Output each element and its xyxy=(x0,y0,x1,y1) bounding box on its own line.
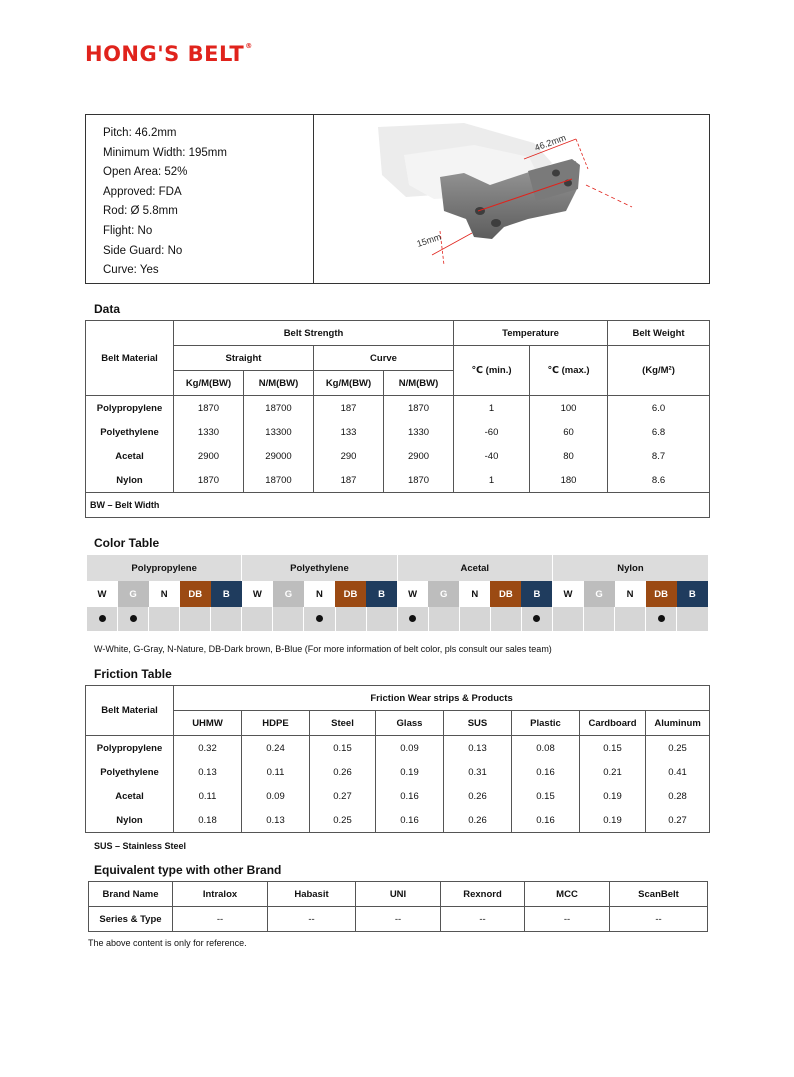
value-cell: 0.09 xyxy=(242,784,310,808)
color-availability-row xyxy=(87,607,709,631)
value-cell: 29000 xyxy=(244,444,314,468)
header-brand-name: Brand Name xyxy=(89,882,173,907)
value-cell: 187 xyxy=(314,396,384,421)
value-cell: 0.31 xyxy=(444,760,512,784)
dim-pitch-label: 46.2mm xyxy=(533,132,568,153)
color-availability-cell xyxy=(584,607,615,631)
color-availability-cell xyxy=(118,607,149,631)
color-availability-cell xyxy=(428,607,459,631)
bw-note: BW – Belt Width xyxy=(86,493,710,518)
color-code-b: B xyxy=(211,581,242,607)
belt-image xyxy=(314,115,709,283)
value-cell: 0.16 xyxy=(376,808,444,833)
value-cell: 8.7 xyxy=(608,444,710,468)
color-code-db: DB xyxy=(180,581,211,607)
brand-cell: Rexnord xyxy=(441,882,525,907)
color-code-row xyxy=(87,581,709,607)
color-availability-cell xyxy=(335,607,366,631)
header-aluminum: Aluminum xyxy=(646,711,710,736)
value-cell: 0.26 xyxy=(444,784,512,808)
value-cell: 2900 xyxy=(174,444,244,468)
header-unit: N/M(BW) xyxy=(384,371,454,396)
brand-logo: HONG'S BELT® xyxy=(85,42,253,66)
table-row xyxy=(86,396,710,421)
value-cell: 1870 xyxy=(384,468,454,493)
available-dot xyxy=(99,615,106,622)
value-cell: 0.11 xyxy=(242,760,310,784)
value-cell: 0.27 xyxy=(310,784,376,808)
table-row xyxy=(86,420,710,444)
material-cell: Acetal xyxy=(86,444,174,468)
table-row xyxy=(86,784,710,808)
brand-cell: Intralox xyxy=(173,882,268,907)
series-cell: -- xyxy=(356,907,441,932)
header-straight: Straight xyxy=(174,346,314,371)
color-availability-cell xyxy=(87,607,118,631)
value-cell: 133 xyxy=(314,420,384,444)
value-cell: -60 xyxy=(454,420,530,444)
color-code-g: G xyxy=(273,581,304,607)
color-code-db: DB xyxy=(335,581,366,607)
header-plastic: Plastic xyxy=(512,711,580,736)
value-cell: 0.25 xyxy=(646,736,710,761)
value-cell: 1 xyxy=(454,468,530,493)
color-code-g: G xyxy=(428,581,459,607)
header-unit: Kg/M(BW) xyxy=(314,371,384,396)
value-cell: 0.13 xyxy=(174,760,242,784)
belt-illustration xyxy=(314,115,709,283)
color-availability-cell xyxy=(677,607,708,631)
header-belt-material: Belt Material xyxy=(86,686,174,736)
color-table-title: Color Table xyxy=(94,536,160,550)
value-cell: 0.28 xyxy=(646,784,710,808)
header-uhmw: UHMW xyxy=(174,711,242,736)
table-row xyxy=(86,468,710,493)
color-availability-cell xyxy=(273,607,304,631)
value-cell: 13300 xyxy=(244,420,314,444)
value-cell: 180 xyxy=(530,468,608,493)
color-code-db: DB xyxy=(646,581,677,607)
available-dot xyxy=(658,615,665,622)
color-availability-cell xyxy=(304,607,335,631)
color-code-w: W xyxy=(242,581,273,607)
value-cell: 0.19 xyxy=(580,808,646,833)
table-row xyxy=(86,808,710,833)
header-series-type: Series & Type xyxy=(89,907,173,932)
color-code-b: B xyxy=(521,581,552,607)
header-curve: Curve xyxy=(314,346,454,371)
value-cell: 0.15 xyxy=(580,736,646,761)
dim-height-label: 15mm xyxy=(415,231,443,249)
color-material-header: Polyethylene xyxy=(242,555,397,581)
value-cell: 0.26 xyxy=(444,808,512,833)
color-code-b: B xyxy=(677,581,708,607)
value-cell: 1870 xyxy=(174,468,244,493)
available-dot xyxy=(130,615,137,622)
color-code-g: G xyxy=(584,581,615,607)
color-code-db: DB xyxy=(490,581,521,607)
table-row xyxy=(86,444,710,468)
value-cell: 0.09 xyxy=(376,736,444,761)
header-temp-min: ℃ (min.) xyxy=(454,346,530,396)
value-cell: 0.15 xyxy=(512,784,580,808)
color-code-w: W xyxy=(397,581,428,607)
value-cell: 8.6 xyxy=(608,468,710,493)
color-availability-cell xyxy=(242,607,273,631)
series-cell: -- xyxy=(173,907,268,932)
data-table xyxy=(85,320,710,518)
brand-cell: MCC xyxy=(525,882,610,907)
equivalent-brand-table xyxy=(88,881,708,932)
value-cell: 187 xyxy=(314,468,384,493)
color-material-header: Nylon xyxy=(552,555,708,581)
brand-cell: ScanBelt xyxy=(610,882,708,907)
value-cell: 0.16 xyxy=(512,808,580,833)
color-availability-cell xyxy=(459,607,490,631)
color-material-header: Acetal xyxy=(397,555,552,581)
spec-side-guard: Side Guard: No xyxy=(103,244,183,257)
spec-min-width: Minimum Width: 195mm xyxy=(103,146,227,159)
table-row xyxy=(86,736,710,761)
color-availability-cell xyxy=(646,607,677,631)
equivalent-title: Equivalent type with other Brand xyxy=(94,863,282,877)
spec-curve: Curve: Yes xyxy=(103,264,159,277)
color-availability-cell xyxy=(180,607,211,631)
color-code-b: B xyxy=(366,581,397,607)
spec-approved: Approved: FDA xyxy=(103,185,182,198)
spec-list xyxy=(86,115,314,283)
value-cell: 0.11 xyxy=(174,784,242,808)
header-cardboard: Cardboard xyxy=(580,711,646,736)
color-code-w: W xyxy=(87,581,118,607)
footer-note: The above content is only for reference. xyxy=(88,938,247,948)
material-cell: Polypropylene xyxy=(86,396,174,421)
color-code-w: W xyxy=(552,581,583,607)
value-cell: 0.32 xyxy=(174,736,242,761)
value-cell: 0.21 xyxy=(580,760,646,784)
value-cell: 0.19 xyxy=(376,760,444,784)
series-cell: -- xyxy=(525,907,610,932)
spec-box xyxy=(85,114,710,284)
value-cell: 0.08 xyxy=(512,736,580,761)
value-cell: 0.27 xyxy=(646,808,710,833)
material-cell: Nylon xyxy=(86,468,174,493)
spec-pitch: Pitch: 46.2mm xyxy=(103,127,177,139)
available-dot xyxy=(533,615,540,622)
color-availability-cell xyxy=(366,607,397,631)
table-row xyxy=(86,760,710,784)
value-cell: 60 xyxy=(530,420,608,444)
header-temperature: Temperature xyxy=(454,321,608,346)
series-cell: -- xyxy=(441,907,525,932)
value-cell: 1330 xyxy=(384,420,454,444)
color-code-g: G xyxy=(118,581,149,607)
header-hdpe: HDPE xyxy=(242,711,310,736)
data-title: Data xyxy=(94,302,121,316)
value-cell: 0.15 xyxy=(310,736,376,761)
header-glass: Glass xyxy=(376,711,444,736)
brand-cell: UNI xyxy=(356,882,441,907)
available-dot xyxy=(409,615,416,622)
value-cell: 0.19 xyxy=(580,784,646,808)
value-cell: 290 xyxy=(314,444,384,468)
value-cell: 18700 xyxy=(244,468,314,493)
header-steel: Steel xyxy=(310,711,376,736)
value-cell: 0.16 xyxy=(376,784,444,808)
spec-flight: Flight: No xyxy=(103,224,153,237)
color-code-n: N xyxy=(304,581,335,607)
friction-table-title: Friction Table xyxy=(94,667,172,681)
color-code-n: N xyxy=(149,581,180,607)
color-availability-cell xyxy=(149,607,180,631)
value-cell: 80 xyxy=(530,444,608,468)
color-material-header: Polypropylene xyxy=(87,555,242,581)
value-cell: 100 xyxy=(530,396,608,421)
value-cell: 6.8 xyxy=(608,420,710,444)
value-cell: 1 xyxy=(454,396,530,421)
color-legend: W-White, G-Gray, N-Nature, DB-Dark brown, B-Blue (For more information of belt color, pls consult our sales team) xyxy=(94,644,552,654)
value-cell: 0.13 xyxy=(242,808,310,833)
header-sus: SUS xyxy=(444,711,512,736)
value-cell: -40 xyxy=(454,444,530,468)
color-availability-cell xyxy=(490,607,521,631)
color-availability-cell xyxy=(615,607,646,631)
value-cell: 1870 xyxy=(384,396,454,421)
value-cell: 0.16 xyxy=(512,760,580,784)
header-belt-strength: Belt Strength xyxy=(174,321,454,346)
value-cell: 0.26 xyxy=(310,760,376,784)
material-cell: Polypropylene xyxy=(86,736,174,761)
sus-note: SUS – Stainless Steel xyxy=(94,841,187,851)
value-cell: 0.18 xyxy=(174,808,242,833)
header-belt-weight: Belt Weight xyxy=(608,321,710,346)
header-friction-group: Friction Wear strips & Products xyxy=(174,686,710,711)
spec-rod: Rod: Ø 5.8mm xyxy=(103,205,178,218)
value-cell: 0.41 xyxy=(646,760,710,784)
material-cell: Polyethylene xyxy=(86,760,174,784)
header-unit: N/M(BW) xyxy=(244,371,314,396)
value-cell: 1870 xyxy=(174,396,244,421)
header-temp-max: ℃ (max.) xyxy=(530,346,608,396)
material-cell: Polyethylene xyxy=(86,420,174,444)
color-table xyxy=(86,555,708,631)
color-code-n: N xyxy=(615,581,646,607)
header-weight-unit: (Kg/M²) xyxy=(608,346,710,396)
color-availability-cell xyxy=(552,607,583,631)
material-cell: Nylon xyxy=(86,808,174,833)
series-cell: -- xyxy=(268,907,356,932)
available-dot xyxy=(316,615,323,622)
value-cell: 2900 xyxy=(384,444,454,468)
material-cell: Acetal xyxy=(86,784,174,808)
friction-table xyxy=(85,685,710,833)
color-availability-cell xyxy=(521,607,552,631)
header-unit: Kg/M(BW) xyxy=(174,371,244,396)
value-cell: 0.24 xyxy=(242,736,310,761)
series-cell: -- xyxy=(610,907,708,932)
color-code-n: N xyxy=(459,581,490,607)
value-cell: 6.0 xyxy=(608,396,710,421)
value-cell: 18700 xyxy=(244,396,314,421)
color-availability-cell xyxy=(397,607,428,631)
value-cell: 1330 xyxy=(174,420,244,444)
value-cell: 0.25 xyxy=(310,808,376,833)
spec-open-area: Open Area: 52% xyxy=(103,166,188,179)
color-availability-cell xyxy=(211,607,242,631)
header-belt-material: Belt Material xyxy=(86,321,174,396)
brand-cell: Habasit xyxy=(268,882,356,907)
value-cell: 0.13 xyxy=(444,736,512,761)
